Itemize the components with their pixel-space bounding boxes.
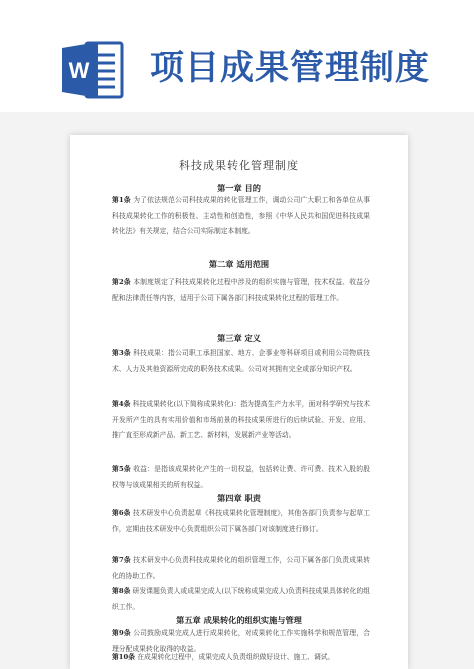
- article-number: 第6条: [112, 509, 131, 517]
- chapter-heading: 第一章 目的: [217, 183, 261, 193]
- article-number: 第9条: [112, 629, 131, 637]
- article-6: [112, 506, 370, 537]
- document-page: [70, 135, 408, 669]
- article-text: 研发课题负责人或成果完成人(以下统称成果完成人)负责科技成果具体转化的组织工作。: [112, 587, 371, 611]
- article-4: [112, 397, 370, 444]
- article-number: 第5条: [112, 465, 131, 473]
- document-title: 科技成果转化管理制度: [179, 159, 299, 172]
- chapter-heading: 第三章 定义: [217, 333, 261, 343]
- article-number: 第1条: [112, 196, 131, 204]
- article-7: [112, 553, 370, 584]
- article-number: 第7条: [112, 556, 131, 564]
- article-text: 本制度规定了科技成果转化过程中涉及的组织实施与管理，技术权益、收益分配和法律责任等内容，适用于公司下属各部门科技成果转化过程的管理工作。: [112, 278, 370, 302]
- article-text: 技术研发中心负责起草《科技成果转化管理制度》，其他各部门负责参与起草工作，定期由技术研发中心负责组织公司下属各部门对该制度进行修订。: [112, 509, 370, 533]
- article-text: 收益：是指该成果转化产生的一切权益，包括转让费、许可费、技术入股的股权等与该成果相关的所有权益。: [112, 465, 370, 489]
- article-number: 第10条: [112, 653, 136, 661]
- article-number: 第2条: [112, 278, 131, 286]
- article-text: 技术研发中心负责科技成果转化的组织管理工作，公司下属各部门负责成果转化的协助工作。: [112, 556, 370, 580]
- banner-title: 项目成果管理制度: [150, 48, 430, 88]
- article-text: 公司鼓励成果完成人进行成果转化，对成果转化工作实施科学和规范管理，合理分配成果转化取得的收益。: [112, 629, 370, 653]
- article-number: 第8条: [112, 587, 131, 595]
- article-10: [112, 650, 370, 666]
- word-icon: [62, 40, 126, 100]
- chapter-heading: 第二章 适用范围: [208, 259, 270, 269]
- article-text: 科技成果转化(以下简称成果转化)：指为提高生产力水平，面对科学研究与技术开发所产生的具有实用价值和市场前景的科技成果所进行的后续试验、开发、应用、推广直至形成新产品、新工艺、新材料，发展新产业等活动。: [112, 400, 371, 439]
- article-5: [112, 462, 370, 493]
- article-3: [112, 346, 370, 377]
- article-2: [112, 275, 370, 306]
- article-text: 在成果转化过程中，成果完成人负责组织做好设计、施工、调试、: [137, 653, 335, 661]
- chapter-heading: 第四章 职责: [217, 493, 261, 503]
- chapter-heading: 第五章 成果转化的组织实施与管理: [176, 615, 302, 625]
- article-1: [112, 193, 370, 240]
- banner: [0, 0, 474, 112]
- article-8: [112, 584, 370, 615]
- article-number: 第4条: [112, 400, 131, 408]
- svg-text:W: W: [68, 58, 90, 83]
- article-number: 第3条: [112, 349, 131, 357]
- article-text: 为了依法规范公司科技成果的转化管理工作，调动公司广大职工和各单位从事科技成果转化工作的积极性、主动性和创造性，参照《中华人民共和国促进科技成果转化法》有关规定，结合公司实际制定本制度。: [112, 196, 370, 235]
- article-text: 科技成果：指公司职工承担国家、地方、企事业等科研项目或利用公司物质技术、人力及其他资源所完成的职务技术成果。公司对其拥有完全或部分知识产权。: [112, 349, 370, 373]
